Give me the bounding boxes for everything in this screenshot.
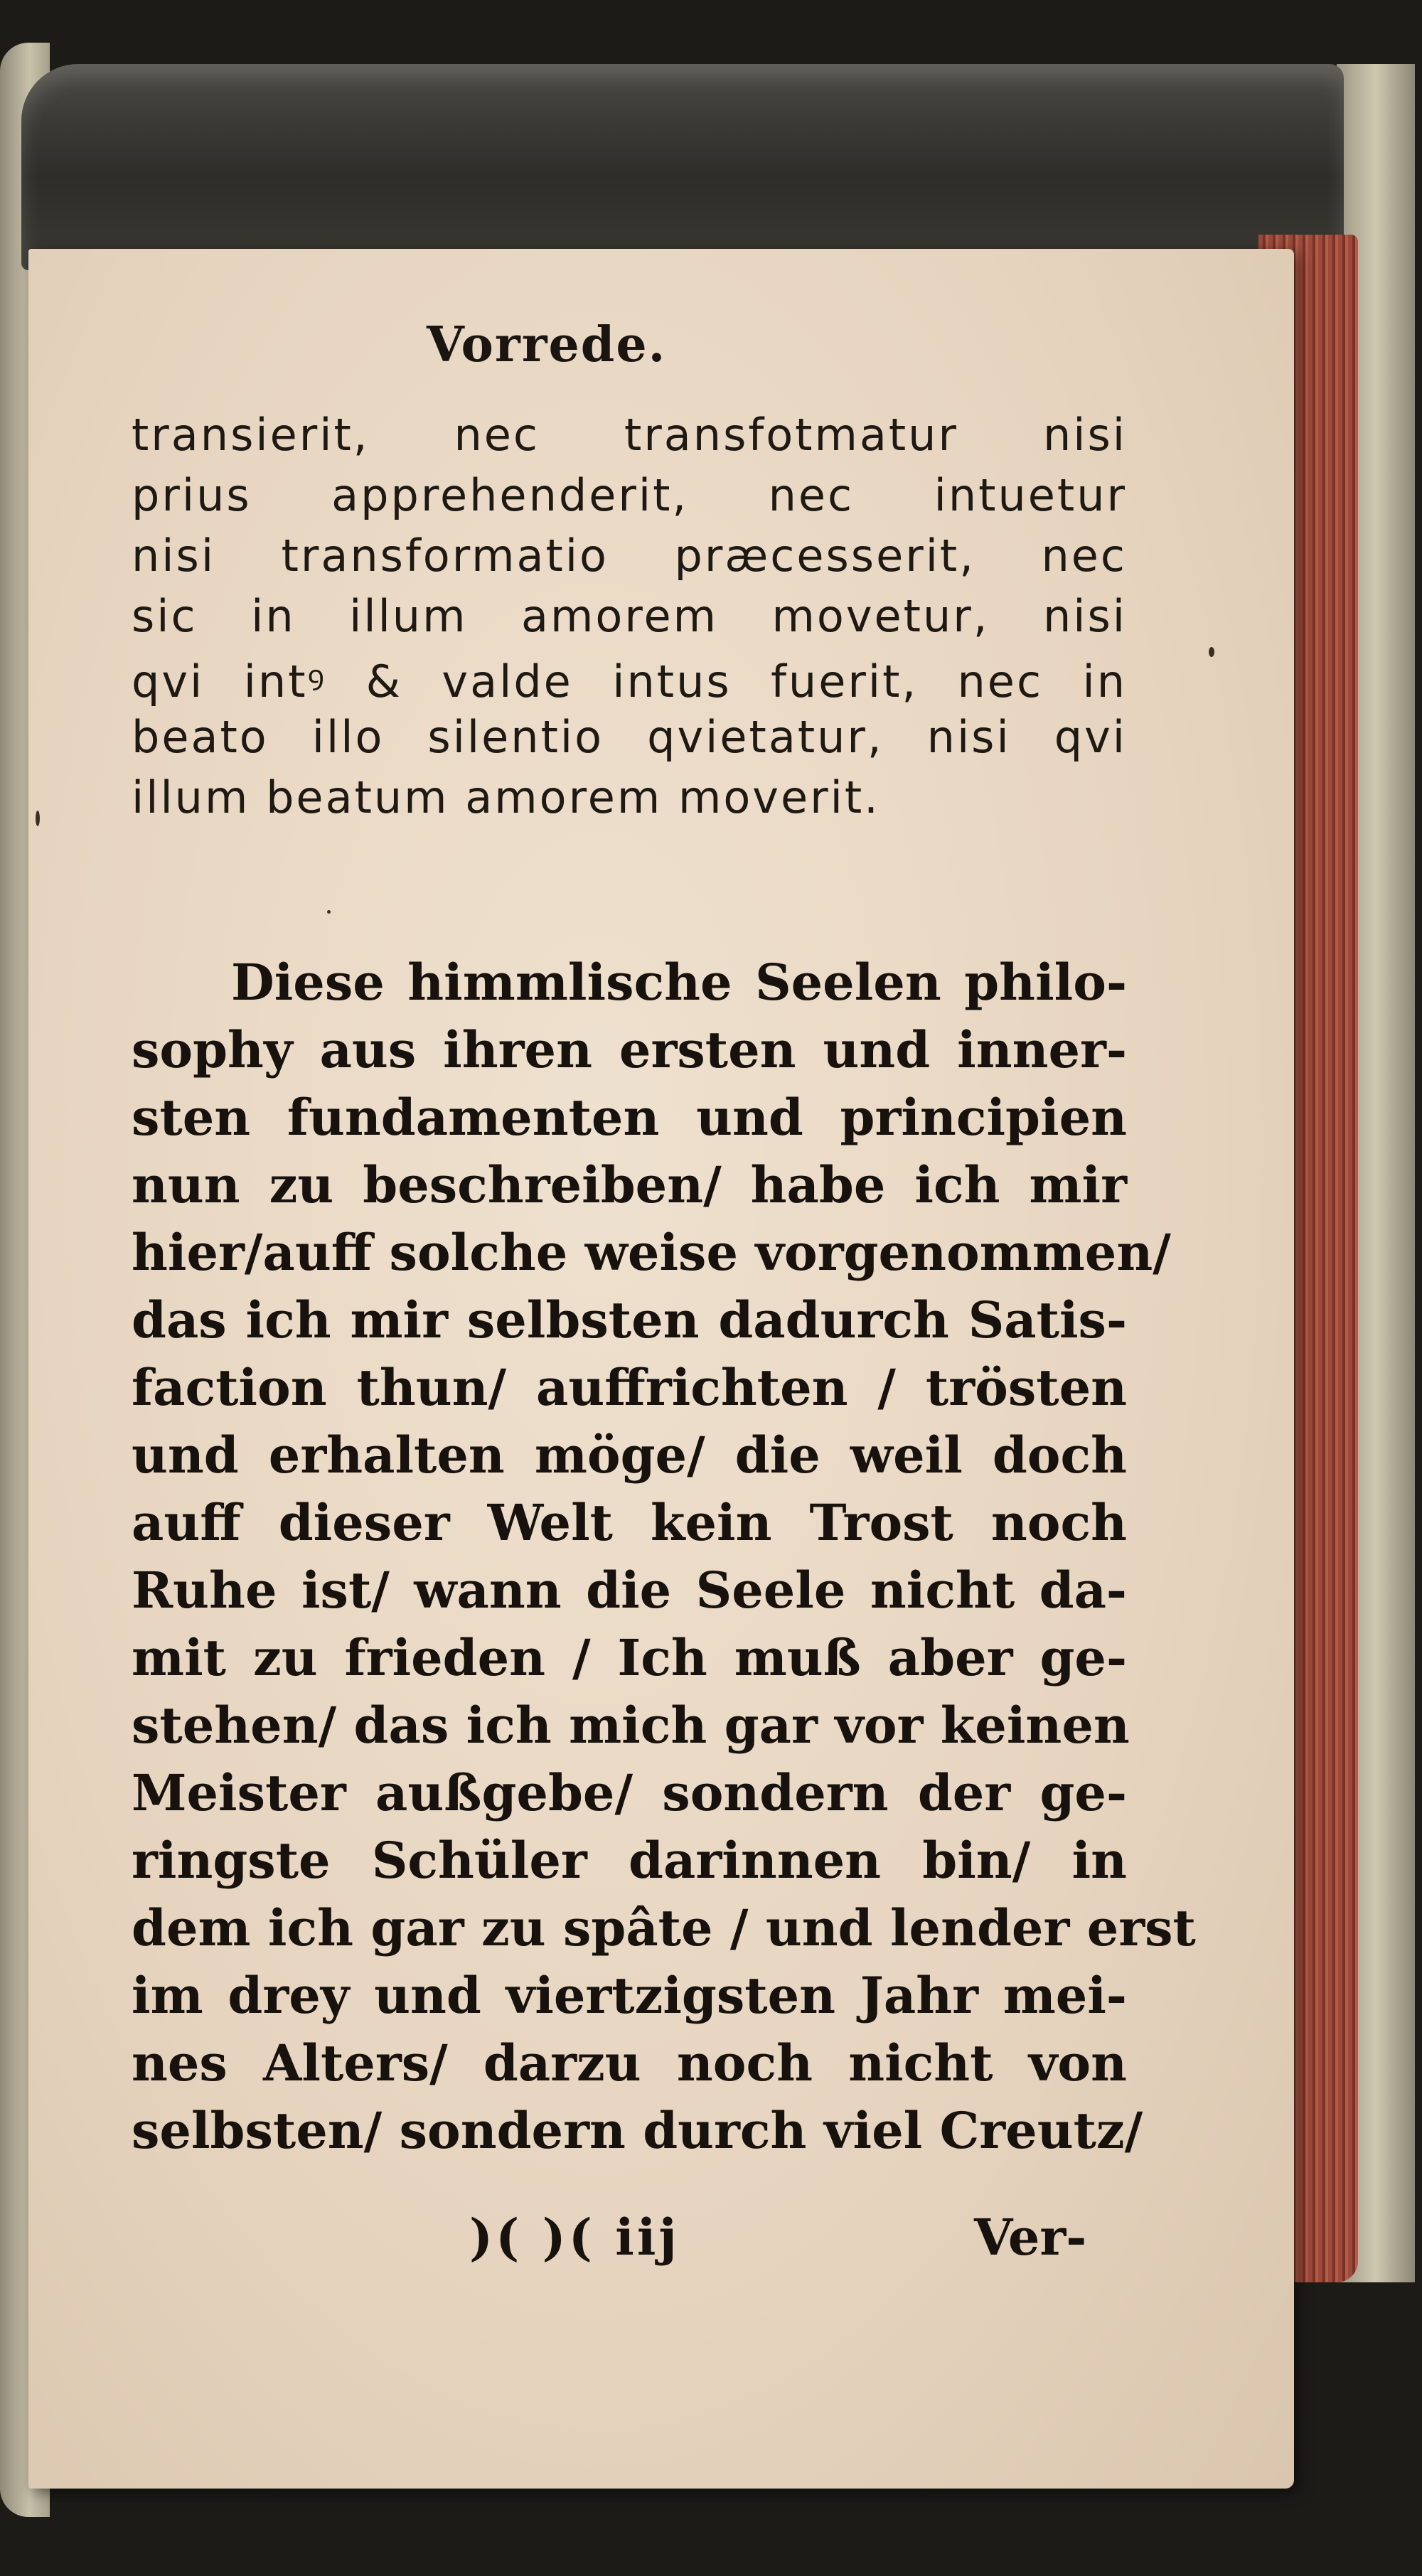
- body-line: hier/auff solche weise vorgenommen/: [132, 1223, 1171, 1282]
- latin-line: beato illo silentio qvietatur, nisi qvi: [132, 711, 1127, 763]
- latin-line: transierit, nec transfotmatur nisi: [132, 409, 1127, 461]
- body-line: dem ich gar zu spâte / und lender erst: [132, 1898, 1196, 1957]
- body-line: das ich mir selbsten dadurch Satis-: [132, 1290, 1127, 1350]
- body-line: im drey und viertzigsten Jahr mei-: [132, 1966, 1127, 2025]
- paper-speck: [327, 910, 331, 914]
- body-line: sten fundamenten und principien: [132, 1088, 1127, 1147]
- body-line: auff dieser Welt kein Trost noch: [132, 1493, 1127, 1552]
- book-top-edge: [21, 64, 1344, 270]
- body-line: ringste Schüler darinnen bin/ in: [132, 1831, 1127, 1890]
- body-line: faction thun/ auffrichten / trösten: [132, 1358, 1127, 1417]
- catchword: Ver-: [974, 2208, 1087, 2267]
- latin-line: sic in illum amorem movetur, nisi: [132, 590, 1127, 642]
- book-page: [28, 249, 1294, 2489]
- latin-line: nisi transformatio præcesserit, nec: [132, 530, 1127, 582]
- body-line: stehen/ das ich mich gar vor keinen: [132, 1696, 1130, 1755]
- body-line: sophy aus ihren ersten und inner-: [132, 1020, 1127, 1079]
- latin-line: qvi intꝰ & valde intus fuerit, nec in: [132, 656, 1127, 707]
- body-line: Meister außgebe/ sondern der ge-: [132, 1763, 1127, 1822]
- body-line: selbsten/ sondern durch viel Creutz/: [132, 2101, 1143, 2160]
- paper-speck: [36, 811, 40, 826]
- body-line: nun zu beschreiben/ habe ich mir: [132, 1155, 1127, 1214]
- paper-speck: [1209, 647, 1214, 657]
- body-line: Ruhe ist/ wann die Seele nicht da-: [132, 1561, 1127, 1620]
- body-line: mit zu frieden / Ich muß aber ge-: [132, 1628, 1127, 1687]
- body-line: und erhalten möge/ die weil doch: [132, 1426, 1127, 1485]
- running-head: Vorrede.: [427, 316, 667, 373]
- latin-line: prius apprehenderit, nec intuetur: [132, 469, 1127, 521]
- body-line: nes Alters/ darzu noch nicht von: [132, 2033, 1127, 2093]
- body-line: Diese himmlische Seelen philo-: [231, 953, 1127, 1012]
- latin-line: illum beatum amorem moverit.: [132, 771, 880, 823]
- signature-mark: )( )( iij: [469, 2208, 680, 2267]
